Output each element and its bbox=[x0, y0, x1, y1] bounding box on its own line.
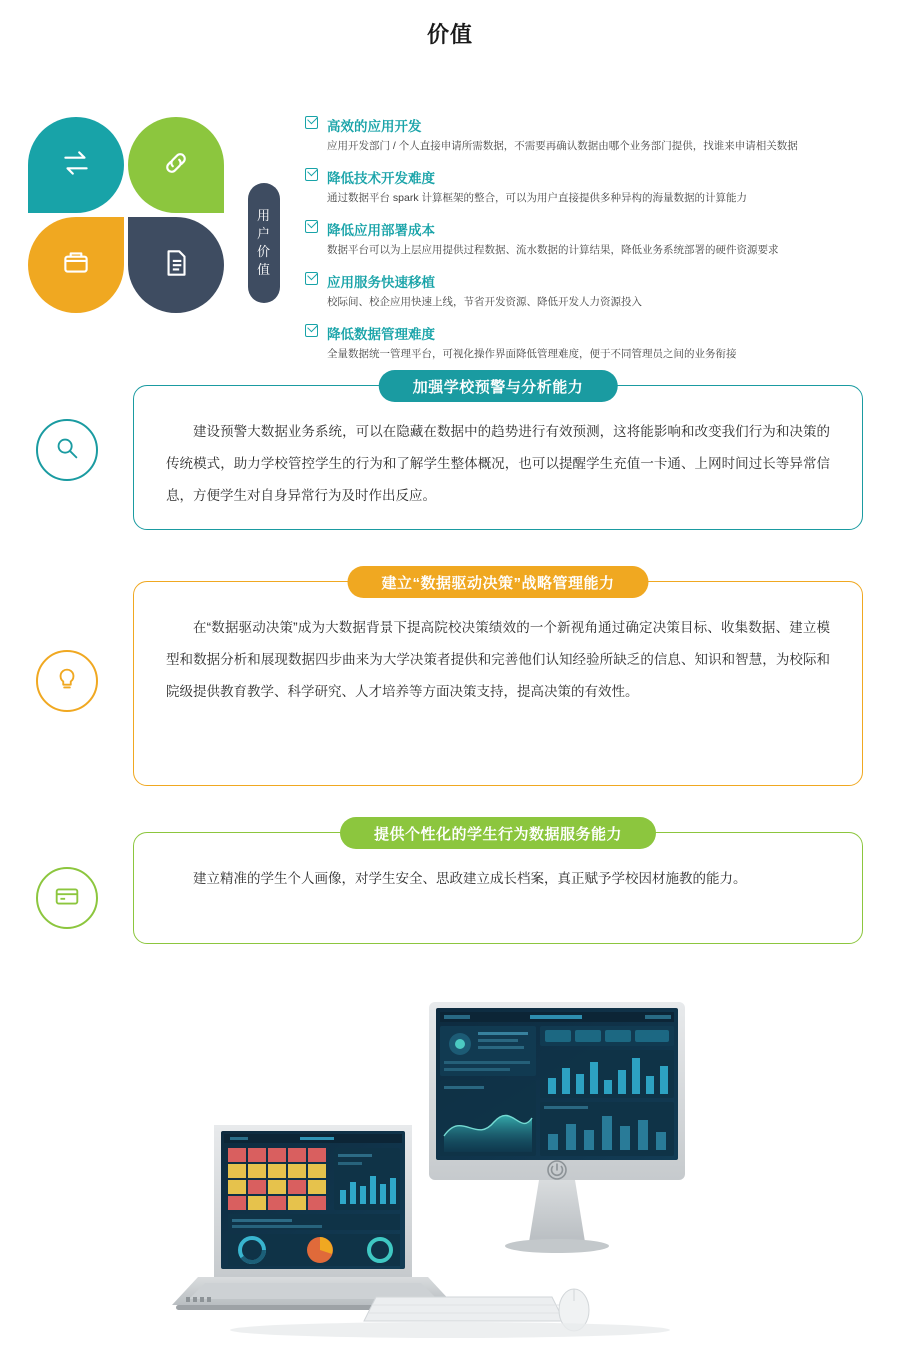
lightbulb-icon bbox=[52, 664, 82, 699]
value-desc: 校际间、校企应用快速上线，节省开发资源、降低开发人力资源投入 bbox=[327, 296, 642, 308]
checkbox-checked-icon bbox=[305, 324, 318, 337]
petal-flower-graphic bbox=[28, 117, 228, 317]
value-heading: 降低技术开发难度 bbox=[327, 171, 435, 186]
list-item bbox=[305, 323, 875, 362]
desktop-and-laptop-dashboard-mockup bbox=[0, 958, 900, 1344]
card-icon-badge bbox=[36, 867, 98, 929]
value-heading: 应用服务快速移植 bbox=[327, 275, 435, 290]
capability-card-personalized-service bbox=[133, 825, 863, 944]
value-desc: 应用开发部门 / 个人直接申请所需数据，不需要再确认数据由哪个业务部门提供，找谁来申请相关数据 bbox=[327, 140, 798, 152]
card-ribbon: 建立“数据驱动决策”战略管理能力 bbox=[347, 566, 648, 598]
petal-deploy bbox=[28, 217, 124, 313]
card-body: 建立精准的学生个人画像，对学生安全、思政建立成长档案，真正赋予学校因材施教的能力。 bbox=[193, 871, 747, 886]
list-item bbox=[305, 167, 875, 206]
value-desc: 数据平台可以为上层应用提供过程数据、流水数据的计算结果，降低业务系统部署的硬件资源要求 bbox=[327, 244, 779, 256]
exchange-icon bbox=[59, 146, 93, 185]
value-heading: 降低数据管理难度 bbox=[327, 327, 435, 342]
lightbulb-icon-badge bbox=[36, 650, 98, 712]
card-ribbon: 加强学校预警与分析能力 bbox=[379, 370, 618, 402]
capability-card-warning-analysis bbox=[133, 378, 863, 530]
value-section bbox=[0, 65, 900, 360]
vertical-label: 用户价值 bbox=[248, 183, 280, 303]
card-body: 建设预警大数据业务系统，可以在隐藏在数据中的趋势进行有效预测，这将能影响和改变我们行为和决策的传统模式，助力学校管控学生的行为和了解学生整体概况，也可以提醒学生充值一卡通、上网时间过长等异常信息，方便学生对自身异常行为及时作出反应。 bbox=[166, 424, 830, 503]
magnifier-icon bbox=[52, 433, 82, 468]
value-desc: 全量数据统一管理平台，可视化操作界面降低管理难度，便于不同管理员之间的业务衔接 bbox=[327, 348, 737, 360]
petal-document bbox=[128, 217, 224, 313]
checkbox-checked-icon bbox=[305, 220, 318, 233]
illustration bbox=[0, 958, 900, 1344]
card-ribbon: 提供个性化的学生行为数据服务能力 bbox=[340, 817, 656, 849]
list-item bbox=[305, 115, 875, 154]
card-body: 在“数据驱动决策”成为大数据背景下提高院校决策绩效的一个新视角通过确定决策目标、收集数据、建立模型和数据分析和展现数据四步曲来为大学决策者提供和完善他们认知经验所缺乏的信息、知识和智慧，为校际和院级提供教育教学、科学研究、人才培养等方面决策支持，提高决策的有效性。 bbox=[166, 620, 830, 699]
checkbox-checked-icon bbox=[305, 116, 318, 129]
value-list bbox=[305, 115, 875, 375]
magnifier-icon-badge bbox=[36, 419, 98, 481]
deploy-icon bbox=[59, 246, 93, 285]
petal-link bbox=[128, 117, 224, 213]
value-heading: 高效的应用开发 bbox=[327, 119, 422, 134]
checkbox-checked-icon bbox=[305, 272, 318, 285]
page-title: 价值 bbox=[426, 22, 473, 47]
value-heading: 降低应用部署成本 bbox=[327, 223, 435, 238]
document-icon bbox=[159, 246, 193, 285]
link-icon bbox=[159, 146, 193, 185]
capability-card-data-driven-decision bbox=[133, 574, 863, 786]
list-item bbox=[305, 271, 875, 310]
value-desc: 通过数据平台 spark 计算框架的整合，可以为用户直接提供多种异构的海量数据的计算能力 bbox=[327, 192, 748, 204]
checkbox-checked-icon bbox=[305, 168, 318, 181]
list-item bbox=[305, 219, 875, 258]
petal-exchange bbox=[28, 117, 124, 213]
card-icon bbox=[52, 881, 82, 916]
